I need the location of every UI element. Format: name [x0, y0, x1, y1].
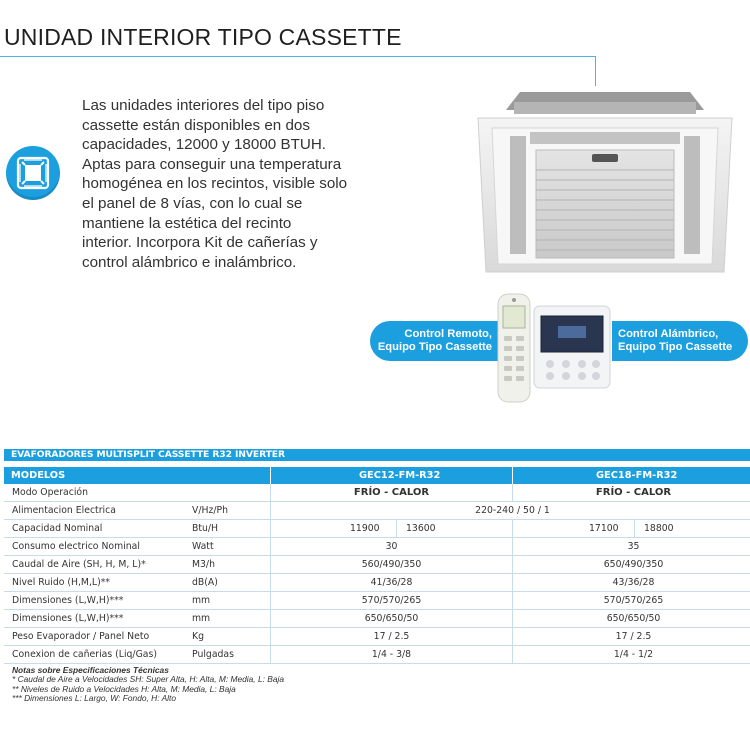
cassette-unit-image	[474, 88, 736, 274]
row-unit: mm	[192, 613, 211, 624]
row-value-model-1: FRÍO - CALOR	[353, 487, 430, 498]
table-row	[4, 556, 750, 574]
row-unit: M3/h	[192, 559, 215, 570]
model-header-1: GEC12-FM-R32	[359, 470, 441, 481]
row-label: Caudal de Aire (SH, H, M, L)*	[12, 559, 146, 570]
title-underline	[0, 56, 596, 57]
row-label: Capacidad Nominal	[12, 523, 103, 534]
row-value-model-2-cool: 17100	[589, 523, 619, 534]
row-unit: Kg	[192, 631, 204, 642]
row-unit: V/Hz/Ph	[192, 505, 228, 516]
row-unit: dB(A)	[192, 577, 218, 588]
row-value-model-2: 650/650/50	[606, 613, 661, 624]
row-value-model-1: 560/490/350	[361, 559, 422, 570]
row-value-shared: 220-240 / 50 / 1	[475, 505, 550, 516]
row-value-model-2-heat: 18800	[644, 523, 674, 534]
table-section-title: EVAFORADORES MULTISPLIT CASSETTE R32 INVERTER	[4, 449, 750, 461]
description-line: Las unidades interiores del tipo piso	[82, 97, 325, 114]
row-label: Alimentacion Electrica	[12, 505, 116, 516]
notes-title: Notas sobre Especificaciones Técnicas	[12, 665, 169, 675]
row-value-model-1: 41/36/28	[370, 577, 413, 588]
column-divider	[512, 467, 513, 484]
row-unit: Btu/H	[192, 523, 219, 534]
note-line: * Caudal de Aire a Velocidades SH: Super Alta, H: Alta, M: Media, L: Baja	[12, 674, 285, 685]
column-divider	[396, 520, 397, 537]
technical-notes	[12, 666, 284, 704]
row-label: Dimensiones (L,W,H)***	[12, 595, 124, 606]
row-value-model-2: 650/490/350	[603, 559, 664, 570]
row-value-model-2: 1/4 - 1/2	[613, 649, 654, 660]
row-value-model-1: 30	[385, 541, 398, 552]
remote-control-label-line1: Control Remoto,	[404, 328, 492, 340]
description-line: control alámbrico e inalámbrico.	[82, 253, 297, 271]
cassette-unit-icon	[6, 146, 60, 200]
column-divider	[634, 520, 635, 537]
table-row	[4, 538, 750, 556]
remote-control-label	[370, 321, 498, 361]
row-value-model-2: FRÍO - CALOR	[595, 487, 672, 498]
description-line: Aptas para conseguir una temperatura	[82, 155, 342, 173]
row-value-model-1: 1/4 - 3/8	[371, 649, 412, 660]
models-header: MODELOS	[11, 470, 66, 481]
row-value-model-1: 17 / 2.5	[373, 631, 410, 642]
row-unit: Watt	[192, 541, 214, 552]
description-line: mantiene la estética del recinto	[82, 214, 292, 232]
row-value-model-1-heat: 13600	[406, 523, 436, 534]
column-divider	[270, 520, 271, 537]
table-row	[4, 574, 750, 592]
remote-control-image	[496, 292, 532, 404]
description	[82, 96, 382, 272]
row-value-model-1-cool: 11900	[350, 523, 380, 534]
page-title: UNIDAD INTERIOR TIPO CASSETTE	[4, 24, 402, 50]
row-label: Modo Operación	[12, 487, 88, 498]
wired-control-label	[612, 321, 748, 361]
row-label: Nivel Ruido (H,M,L)**	[12, 577, 111, 588]
row-value-model-2: 35	[627, 541, 640, 552]
row-label: Peso Evaporador / Panel Neto	[12, 631, 150, 642]
wired-control-label-line2: Equipo Tipo Cassette	[618, 341, 733, 353]
row-unit: Pulgadas	[192, 649, 234, 660]
row-value-model-1: 650/650/50	[364, 613, 419, 624]
description-line: homogénea en los recintos, visible solo	[82, 175, 348, 193]
row-value-model-2: 43/36/28	[612, 577, 655, 588]
row-label: Conexion de cañerias (Liq/Gas)	[12, 649, 157, 660]
model-header-2: GEC18-FM-R32	[596, 470, 678, 481]
table-row	[4, 646, 750, 664]
table-row	[4, 610, 750, 628]
wired-control-label-line1: Control Alámbrico,	[618, 328, 719, 340]
remote-control-label-line2: Equipo Tipo Cassette	[377, 341, 492, 353]
row-value-model-1: 570/570/265	[361, 595, 422, 606]
description-line: cassette están disponibles en dos	[82, 116, 310, 134]
column-divider	[512, 520, 513, 537]
table-row	[4, 592, 750, 610]
table-row	[4, 484, 750, 502]
note-line: *** Dimensiones L: Largo, W: Fondo, H: Alto	[12, 693, 177, 704]
controls-section	[366, 288, 750, 408]
table-row	[4, 628, 750, 646]
description-line: capacidades, 12000 y 18000 BTUH.	[82, 136, 327, 154]
title-connector-line	[595, 56, 596, 86]
row-unit: mm	[192, 595, 211, 606]
row-label: Dimensiones (L,W,H)***	[12, 613, 124, 624]
description-line: interior. Incorpora Kit de cañerías y	[82, 234, 318, 252]
row-label: Consumo electrico Nominal	[12, 541, 140, 552]
note-line: ** Niveles de Ruido a Velocidades H: Alta, M: Media, L: Baja	[12, 683, 236, 694]
table-row	[4, 520, 750, 538]
row-value-model-2: 570/570/265	[603, 595, 664, 606]
column-divider	[270, 467, 271, 484]
wired-control-image	[532, 304, 612, 390]
table-row	[4, 502, 750, 520]
table-column-header	[4, 467, 750, 484]
description-line: el panel de 8 vías, con lo cual se	[82, 194, 303, 212]
row-value-model-2: 17 / 2.5	[615, 631, 652, 642]
